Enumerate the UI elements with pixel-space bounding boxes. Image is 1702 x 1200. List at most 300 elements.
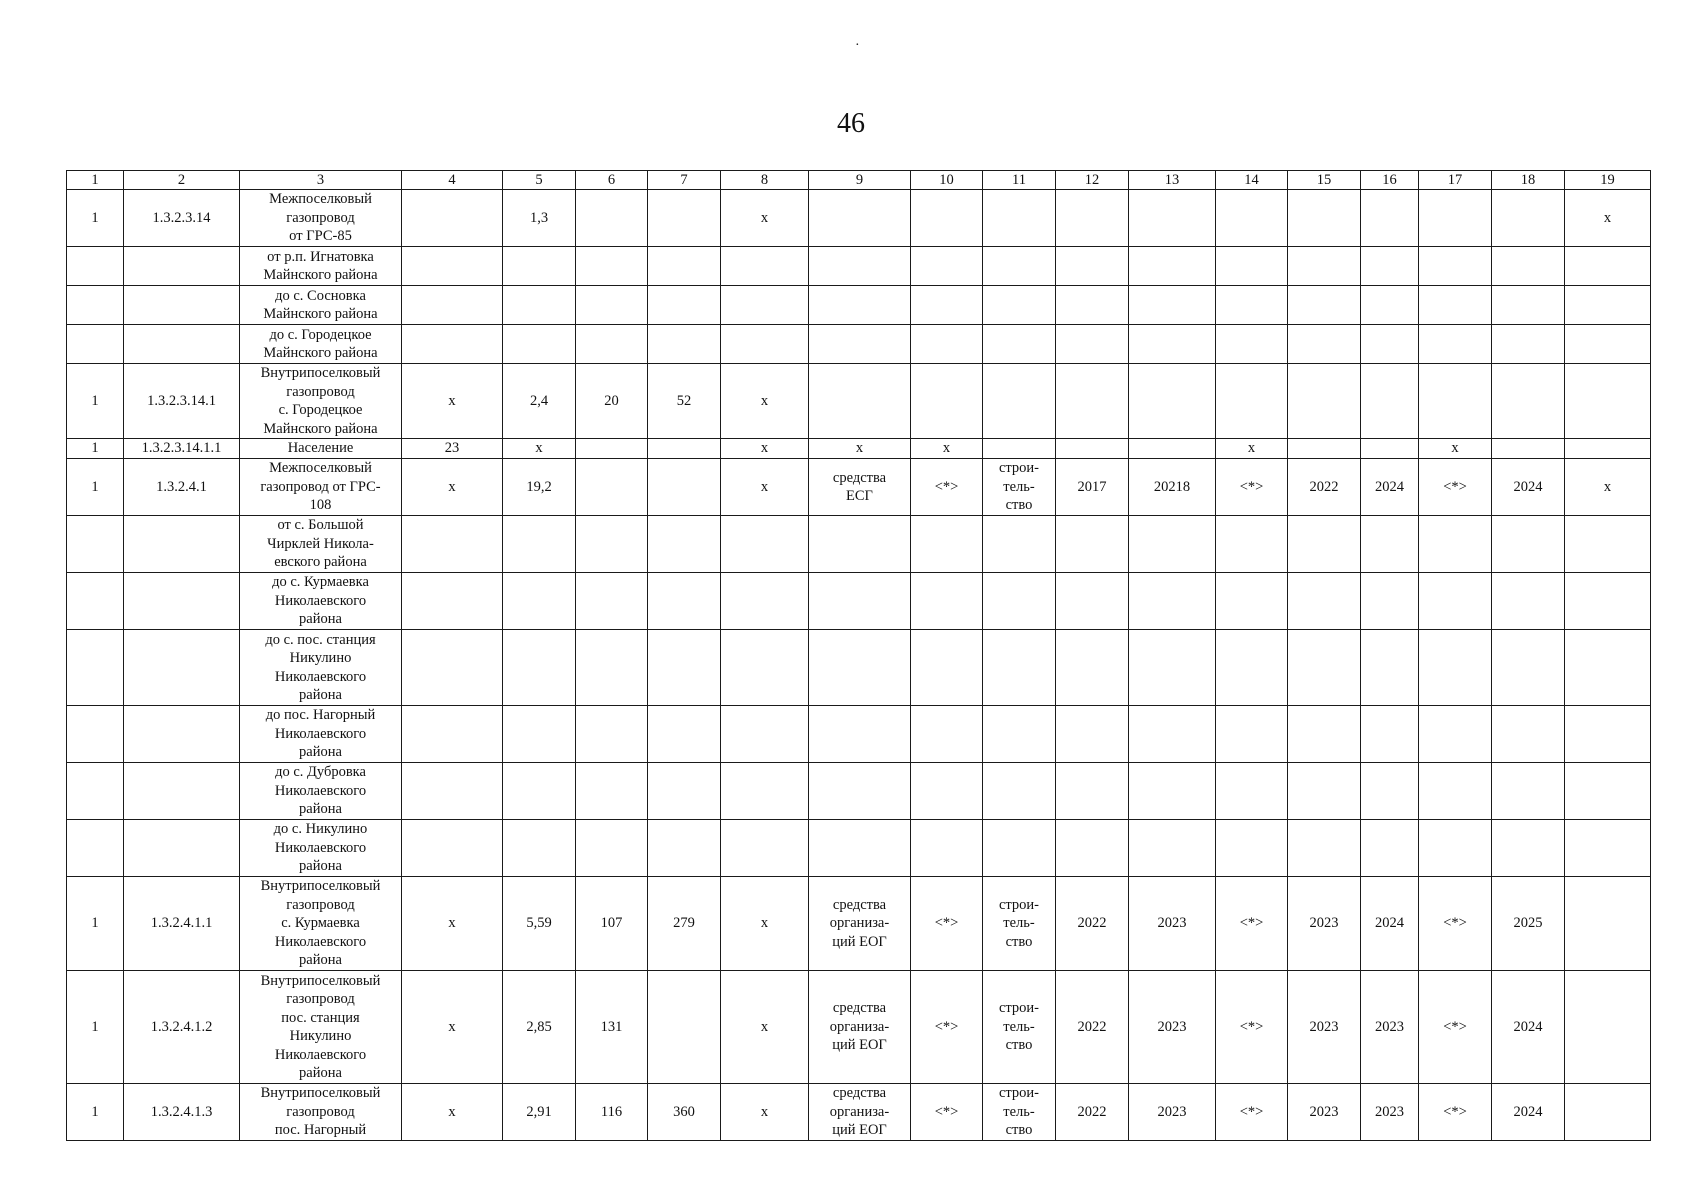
table-cell: до с. Никулино Николаевского района xyxy=(240,820,402,877)
table-cell xyxy=(809,820,911,877)
table-cell xyxy=(1492,630,1565,706)
table-cell: <*> xyxy=(911,877,983,971)
table-cell xyxy=(1216,516,1288,573)
table-cell xyxy=(1361,706,1419,763)
table-cell: строи- тель- ство xyxy=(983,459,1056,516)
table-cell: х xyxy=(1419,439,1492,459)
table-cell: 20 xyxy=(576,364,648,439)
table-cell: строи- тель- ство xyxy=(983,1084,1056,1141)
table-cell xyxy=(648,763,721,820)
table-cell: х xyxy=(503,439,576,459)
table-cell: х xyxy=(721,190,809,247)
table-cell xyxy=(648,971,721,1084)
table-cell xyxy=(983,364,1056,439)
table-cell xyxy=(1056,364,1129,439)
table-cell xyxy=(809,630,911,706)
table-cell: 2023 xyxy=(1288,877,1361,971)
table-row xyxy=(67,971,1651,1084)
table-cell: Внутрипоселковый газопровод с. Городецкое Майнского района xyxy=(240,364,402,439)
table-cell: х xyxy=(721,1084,809,1141)
table-cell xyxy=(1288,706,1361,763)
table-cell: 2023 xyxy=(1288,1084,1361,1141)
table-cell xyxy=(1129,286,1216,325)
table-cell xyxy=(1216,706,1288,763)
table-cell xyxy=(576,516,648,573)
table-cell: <*> xyxy=(911,459,983,516)
table-cell xyxy=(1288,286,1361,325)
header-cell: 9 xyxy=(809,171,911,190)
table-cell xyxy=(1288,763,1361,820)
header-row xyxy=(67,171,1651,190)
table-row xyxy=(67,573,1651,630)
table-cell xyxy=(1565,820,1651,877)
table-cell: 2022 xyxy=(1288,459,1361,516)
table-cell: до с. пос. станция Никулино Николаевского района xyxy=(240,630,402,706)
table-cell: <*> xyxy=(911,971,983,1084)
table-cell: 2023 xyxy=(1129,877,1216,971)
table-cell xyxy=(1129,820,1216,877)
table-cell xyxy=(503,630,576,706)
table-cell xyxy=(576,190,648,247)
table-cell xyxy=(911,325,983,364)
table-cell xyxy=(576,630,648,706)
table-cell xyxy=(721,763,809,820)
table-cell: 2022 xyxy=(1056,1084,1129,1141)
table-cell xyxy=(1288,190,1361,247)
table-cell xyxy=(911,573,983,630)
table-cell xyxy=(809,573,911,630)
table-cell xyxy=(67,763,124,820)
table-cell xyxy=(648,573,721,630)
table-cell: 2022 xyxy=(1056,971,1129,1084)
table-cell: <*> xyxy=(1419,877,1492,971)
table-cell xyxy=(648,190,721,247)
table-cell xyxy=(721,573,809,630)
table-cell xyxy=(721,516,809,573)
table-cell: <*> xyxy=(1419,459,1492,516)
table-cell: х xyxy=(402,971,503,1084)
table-cell xyxy=(721,820,809,877)
table-cell: х xyxy=(721,364,809,439)
table-cell: Межпоселковый газопровод от ГРС- 108 xyxy=(240,459,402,516)
header-cell: 18 xyxy=(1492,171,1565,190)
table-cell xyxy=(402,190,503,247)
table-cell xyxy=(1492,573,1565,630)
table-cell xyxy=(1288,364,1361,439)
table-row xyxy=(67,190,1651,247)
table-cell: 1 xyxy=(67,439,124,459)
table-cell xyxy=(124,573,240,630)
stray-dot: · xyxy=(855,38,860,53)
table-cell xyxy=(1216,286,1288,325)
table-cell xyxy=(809,325,911,364)
table-cell xyxy=(576,439,648,459)
table-cell xyxy=(124,630,240,706)
table-cell xyxy=(983,247,1056,286)
table-cell xyxy=(648,820,721,877)
data-table xyxy=(66,170,1651,1141)
table-cell xyxy=(1216,247,1288,286)
table-cell: 1.3.2.4.1.3 xyxy=(124,1084,240,1141)
table-row xyxy=(67,706,1651,763)
table-cell: 2023 xyxy=(1288,971,1361,1084)
table-cell xyxy=(67,516,124,573)
table-row xyxy=(67,364,1651,439)
table-cell: х xyxy=(721,877,809,971)
table-cell xyxy=(1056,763,1129,820)
table-cell xyxy=(1492,763,1565,820)
table-cell xyxy=(648,439,721,459)
table-cell xyxy=(1129,439,1216,459)
header-cell: 2 xyxy=(124,171,240,190)
table-cell: х xyxy=(402,1084,503,1141)
table-cell: Внутрипоселковый газопровод с. Курмаевка Николаевского района xyxy=(240,877,402,971)
table-cell xyxy=(1419,286,1492,325)
table-cell xyxy=(402,516,503,573)
table-cell xyxy=(1129,247,1216,286)
table-cell: средства организа- ций ЕОГ xyxy=(809,877,911,971)
table-cell xyxy=(1129,516,1216,573)
table-cell xyxy=(983,820,1056,877)
table-cell: х xyxy=(809,439,911,459)
table-cell: 1 xyxy=(67,971,124,1084)
table-cell: до с. Дубровка Николаевского района xyxy=(240,763,402,820)
header-cell: 13 xyxy=(1129,171,1216,190)
table-cell xyxy=(983,190,1056,247)
table-cell xyxy=(1565,573,1651,630)
table-cell xyxy=(1288,573,1361,630)
table-cell xyxy=(1419,516,1492,573)
table-cell: от с. Большой Чирклей Никола- евского района xyxy=(240,516,402,573)
table-cell xyxy=(1361,247,1419,286)
table-cell xyxy=(911,763,983,820)
table-cell: 23 xyxy=(402,439,503,459)
table-cell: х xyxy=(911,439,983,459)
table-cell: 1 xyxy=(67,1084,124,1141)
table-cell: 1.3.2.4.1 xyxy=(124,459,240,516)
header-cell: 8 xyxy=(721,171,809,190)
table-cell xyxy=(1288,439,1361,459)
table-cell xyxy=(503,573,576,630)
table-cell xyxy=(648,286,721,325)
table-cell xyxy=(983,706,1056,763)
table-cell xyxy=(1216,364,1288,439)
table-cell xyxy=(1565,971,1651,1084)
table-cell xyxy=(1129,630,1216,706)
table-cell: х xyxy=(721,439,809,459)
header-cell: 17 xyxy=(1419,171,1492,190)
header-cell: 16 xyxy=(1361,171,1419,190)
table-cell xyxy=(1056,820,1129,877)
table-cell xyxy=(124,247,240,286)
header-cell: 14 xyxy=(1216,171,1288,190)
table-cell: х xyxy=(1565,190,1651,247)
table-cell xyxy=(911,630,983,706)
table-cell: Население xyxy=(240,439,402,459)
header-cell: 19 xyxy=(1565,171,1651,190)
table-cell xyxy=(809,190,911,247)
table-cell xyxy=(1419,573,1492,630)
table-cell: х xyxy=(721,971,809,1084)
table-row xyxy=(67,247,1651,286)
table-cell xyxy=(1288,325,1361,364)
table-cell xyxy=(402,630,503,706)
table-cell xyxy=(576,286,648,325)
table-cell xyxy=(983,763,1056,820)
table-cell xyxy=(1419,820,1492,877)
table-cell xyxy=(721,247,809,286)
table-cell: х xyxy=(402,364,503,439)
table-cell xyxy=(67,286,124,325)
table-cell: строи- тель- ство xyxy=(983,877,1056,971)
table-cell: 2023 xyxy=(1361,1084,1419,1141)
table-cell xyxy=(1361,286,1419,325)
table-cell xyxy=(1492,286,1565,325)
table-cell xyxy=(1565,763,1651,820)
table-cell: средства организа- ций ЕОГ xyxy=(809,1084,911,1141)
table-cell xyxy=(1492,439,1565,459)
table-cell xyxy=(1419,247,1492,286)
table-cell xyxy=(721,286,809,325)
table-cell xyxy=(1419,325,1492,364)
table-cell: 1.3.2.3.14 xyxy=(124,190,240,247)
table-cell xyxy=(402,573,503,630)
table-cell: х xyxy=(1216,439,1288,459)
table-cell: 1 xyxy=(67,364,124,439)
table-cell: <*> xyxy=(1419,1084,1492,1141)
table-cell xyxy=(1492,820,1565,877)
table-cell xyxy=(67,820,124,877)
table-cell xyxy=(809,516,911,573)
table-cell xyxy=(1492,325,1565,364)
table-cell xyxy=(1129,706,1216,763)
table-cell: 107 xyxy=(576,877,648,971)
table-cell xyxy=(503,516,576,573)
table-cell: 1.3.2.3.14.1.1 xyxy=(124,439,240,459)
table-cell xyxy=(576,820,648,877)
header-cell: 5 xyxy=(503,171,576,190)
table-cell xyxy=(983,573,1056,630)
table-cell: 1,3 xyxy=(503,190,576,247)
table-cell xyxy=(648,325,721,364)
table-cell xyxy=(809,763,911,820)
table-cell xyxy=(911,247,983,286)
table-cell xyxy=(1361,516,1419,573)
table-cell: средства организа- ций ЕОГ xyxy=(809,971,911,1084)
table-cell xyxy=(67,247,124,286)
table-cell xyxy=(1361,325,1419,364)
table-cell xyxy=(1216,190,1288,247)
table-cell xyxy=(1056,630,1129,706)
table-cell xyxy=(1419,763,1492,820)
table-cell xyxy=(67,630,124,706)
table-cell xyxy=(1565,439,1651,459)
table-cell xyxy=(67,325,124,364)
table-cell xyxy=(576,247,648,286)
table-cell xyxy=(1361,820,1419,877)
table-cell xyxy=(1492,706,1565,763)
table-cell: Межпоселковый газопровод от ГРС-85 xyxy=(240,190,402,247)
table-cell: 1 xyxy=(67,459,124,516)
table-row xyxy=(67,820,1651,877)
table-cell: <*> xyxy=(1216,1084,1288,1141)
table-cell: 1.3.2.4.1.1 xyxy=(124,877,240,971)
table-cell xyxy=(983,630,1056,706)
table-cell xyxy=(648,516,721,573)
table-row xyxy=(67,439,1651,459)
table-cell xyxy=(721,630,809,706)
table-cell xyxy=(402,286,503,325)
header-cell: 11 xyxy=(983,171,1056,190)
table-row xyxy=(67,1084,1651,1141)
table-cell xyxy=(1216,573,1288,630)
table-cell xyxy=(1419,190,1492,247)
table-cell: <*> xyxy=(1216,877,1288,971)
table-cell xyxy=(1419,706,1492,763)
table-cell: Внутрипоселковый газопровод пос. Нагорный xyxy=(240,1084,402,1141)
table-cell xyxy=(1056,516,1129,573)
table-cell xyxy=(402,820,503,877)
table-cell xyxy=(1288,516,1361,573)
table-cell xyxy=(648,630,721,706)
table-cell xyxy=(1056,706,1129,763)
table-cell xyxy=(911,286,983,325)
table-cell xyxy=(576,763,648,820)
table-cell xyxy=(576,459,648,516)
table-cell xyxy=(1565,325,1651,364)
table-cell xyxy=(911,190,983,247)
table-cell xyxy=(721,706,809,763)
table-cell: 2024 xyxy=(1361,459,1419,516)
table-cell xyxy=(809,706,911,763)
table-cell: 2,91 xyxy=(503,1084,576,1141)
table-cell xyxy=(1492,364,1565,439)
table-cell xyxy=(1129,573,1216,630)
header-cell: 4 xyxy=(402,171,503,190)
table-cell xyxy=(1419,364,1492,439)
header-cell: 15 xyxy=(1288,171,1361,190)
table-cell: х xyxy=(721,459,809,516)
table-cell xyxy=(124,820,240,877)
table-cell: х xyxy=(402,459,503,516)
table-cell: 2025 xyxy=(1492,877,1565,971)
table-cell xyxy=(1216,630,1288,706)
table-cell xyxy=(809,247,911,286)
table-cell xyxy=(1565,1084,1651,1141)
table-cell: 116 xyxy=(576,1084,648,1141)
table-cell: 2024 xyxy=(1492,459,1565,516)
table-row xyxy=(67,877,1651,971)
table-cell: 2017 xyxy=(1056,459,1129,516)
header-cell: 12 xyxy=(1056,171,1129,190)
table-row xyxy=(67,630,1651,706)
table-cell xyxy=(503,706,576,763)
table-cell xyxy=(809,364,911,439)
table-cell: 2023 xyxy=(1129,971,1216,1084)
table-row xyxy=(67,516,1651,573)
table-cell xyxy=(1216,325,1288,364)
table-cell: от р.п. Игнатовка Майнского района xyxy=(240,247,402,286)
table-cell xyxy=(1288,630,1361,706)
table-cell xyxy=(911,364,983,439)
table-cell: х xyxy=(402,877,503,971)
table-cell xyxy=(1492,247,1565,286)
table-cell xyxy=(1492,190,1565,247)
table-cell: 2,4 xyxy=(503,364,576,439)
table-cell xyxy=(1492,516,1565,573)
table-cell: 2024 xyxy=(1492,971,1565,1084)
table-cell xyxy=(1361,630,1419,706)
page-number: 46 xyxy=(837,108,865,139)
table-cell xyxy=(1129,325,1216,364)
table-cell xyxy=(1361,190,1419,247)
table-cell xyxy=(648,247,721,286)
table-cell xyxy=(1216,820,1288,877)
header-cell: 3 xyxy=(240,171,402,190)
table-row xyxy=(67,459,1651,516)
table-cell: 2023 xyxy=(1129,1084,1216,1141)
table-cell xyxy=(1565,364,1651,439)
table-cell xyxy=(983,439,1056,459)
table-cell xyxy=(1565,286,1651,325)
table-cell xyxy=(1288,247,1361,286)
table-cell: средства ЕСГ xyxy=(809,459,911,516)
header-cell: 6 xyxy=(576,171,648,190)
table-cell: 2023 xyxy=(1361,971,1419,1084)
table-cell: 2022 xyxy=(1056,877,1129,971)
table-cell xyxy=(1361,364,1419,439)
table-cell xyxy=(503,247,576,286)
table-cell: 279 xyxy=(648,877,721,971)
table-row xyxy=(67,325,1651,364)
table-cell xyxy=(67,706,124,763)
table-cell xyxy=(1565,630,1651,706)
table-cell: 20218 xyxy=(1129,459,1216,516)
table-cell xyxy=(1129,190,1216,247)
table-cell xyxy=(1056,247,1129,286)
table-cell: до с. Сосновка Майнского района xyxy=(240,286,402,325)
table-cell: 2024 xyxy=(1361,877,1419,971)
table-cell: х xyxy=(1565,459,1651,516)
table-cell xyxy=(576,706,648,763)
table-row xyxy=(67,763,1651,820)
table-cell: 1.3.2.4.1.2 xyxy=(124,971,240,1084)
table-cell: 360 xyxy=(648,1084,721,1141)
table-cell xyxy=(1565,706,1651,763)
table-cell xyxy=(1361,439,1419,459)
table-cell xyxy=(1056,286,1129,325)
table-cell xyxy=(1056,439,1129,459)
table-cell xyxy=(1288,820,1361,877)
table-cell xyxy=(911,820,983,877)
table-cell xyxy=(402,247,503,286)
table-cell xyxy=(1129,364,1216,439)
table-cell: строи- тель- ство xyxy=(983,971,1056,1084)
table-cell xyxy=(911,516,983,573)
table-cell xyxy=(1216,763,1288,820)
table-cell xyxy=(124,706,240,763)
table-cell: 131 xyxy=(576,971,648,1084)
table-cell xyxy=(983,516,1056,573)
table-cell: <*> xyxy=(1216,971,1288,1084)
header-cell: 10 xyxy=(911,171,983,190)
table-row xyxy=(67,286,1651,325)
table-cell: 1 xyxy=(67,190,124,247)
table-cell xyxy=(911,706,983,763)
table-cell xyxy=(1129,763,1216,820)
table-cell xyxy=(124,325,240,364)
table-cell xyxy=(67,573,124,630)
